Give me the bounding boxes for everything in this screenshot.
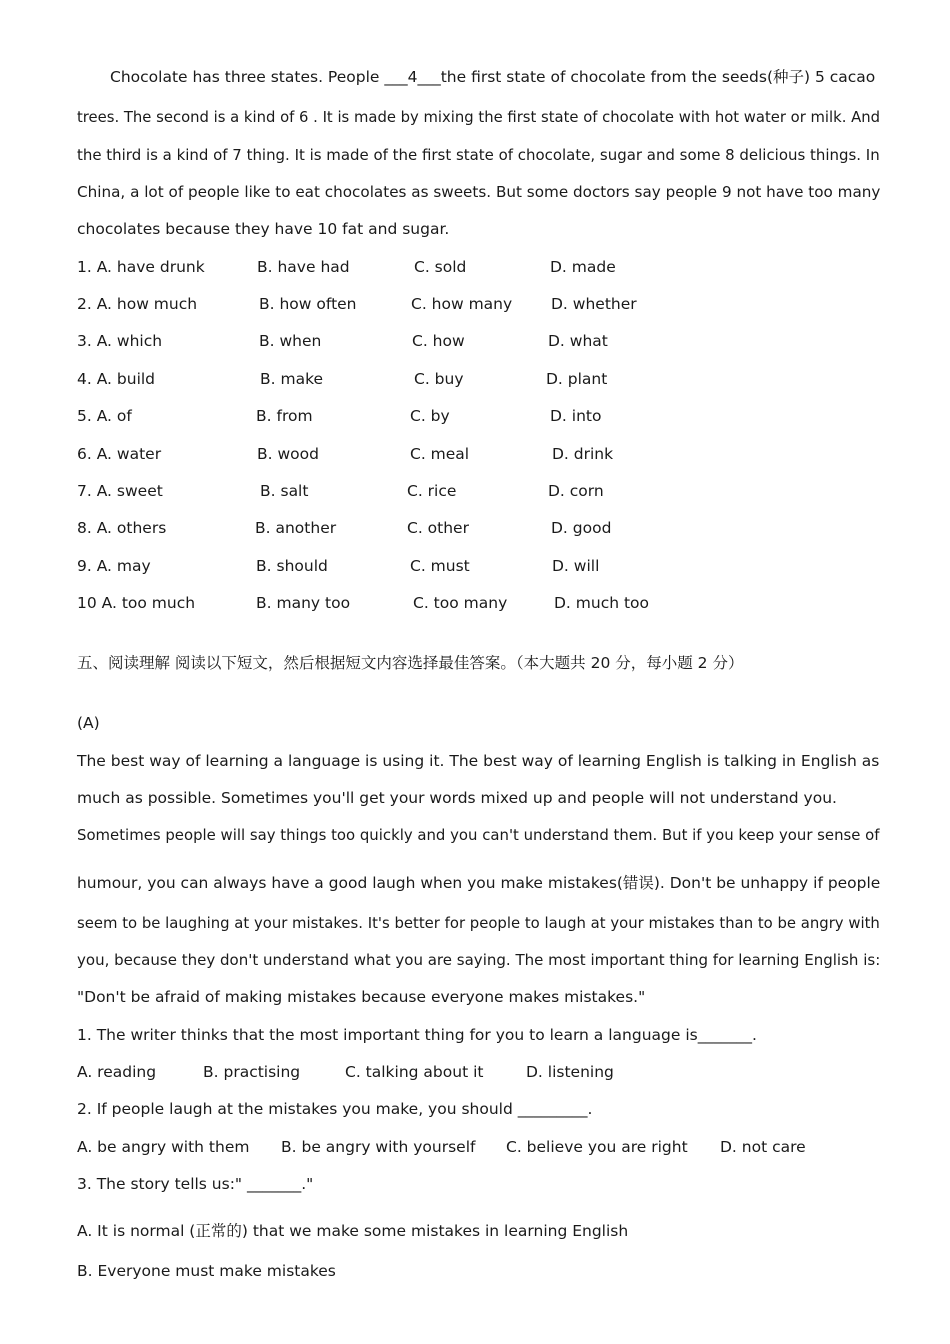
cloze-option: C. how many (411, 295, 513, 313)
passage-label: (A) (77, 714, 100, 732)
cloze-option: D. corn (548, 482, 604, 500)
cloze-option: C. must (410, 557, 470, 575)
answer-option: B. Everyone must make mistakes (77, 1262, 336, 1280)
cloze-passage-line: chocolates because they have 10 fat and sugar. (77, 220, 450, 238)
answer-option: D. listening (526, 1063, 614, 1081)
cloze-option: 5. A. of (77, 407, 132, 425)
cloze-option: D. into (550, 407, 602, 425)
cloze-option: 9. A. may (77, 557, 151, 575)
cloze-option: D. made (550, 258, 616, 276)
question-stem: 1. The writer thinks that the most important thing for you to learn a language is_______. (77, 1026, 757, 1044)
passage-line: you, because they don't understand what you are saying. The most important thing for learning English is: (77, 951, 881, 969)
cloze-option: C. meal (410, 445, 470, 463)
cloze-option: C. other (407, 519, 469, 537)
cloze-passage-line: the third is a kind of 7 thing. It is made of the first state of chocolate, sugar and some 8 delicious things. In (77, 146, 880, 164)
cloze-option: B. many too (256, 594, 351, 612)
cloze-passage-line: Chocolate has three states. People ___4___the first state of chocolate from the seeds(种子) 5 cacao (110, 68, 876, 86)
cloze-option: 8. A. others (77, 519, 167, 537)
cloze-option: 10 A. too much (77, 594, 196, 612)
cloze-option: D. whether (551, 295, 637, 313)
cloze-passage-line: trees. The second is a kind of 6 . It is made by mixing the first state of chocolate with hot water or milk. And (77, 108, 881, 126)
cloze-option: B. when (259, 332, 322, 350)
cloze-option: C. too many (413, 594, 508, 612)
cloze-option: D. what (548, 332, 608, 350)
cloze-option: B. from (256, 407, 313, 425)
cloze-option: 7. A. sweet (77, 482, 163, 500)
passage-line: "Don't be afraid of making mistakes because everyone makes mistakes." (77, 988, 646, 1006)
cloze-option: C. sold (414, 258, 467, 276)
question-stem: 3. The story tells us:" _______." (77, 1175, 314, 1193)
cloze-option: D. drink (552, 445, 614, 463)
answer-option: C. talking about it (345, 1063, 484, 1081)
answer-option: B. practising (203, 1063, 301, 1081)
cloze-option: B. make (260, 370, 324, 388)
cloze-option: B. have had (257, 258, 350, 276)
answer-option: A. It is normal (正常的) that we make some mistakes in learning English (77, 1222, 629, 1240)
cloze-option: 4. A. build (77, 370, 156, 388)
section-heading: 五、阅读理解 阅读以下短文，然后根据短文内容选择最佳答案。（本大题共 20 分，每小题 2 分） (77, 654, 744, 672)
passage-line: The best way of learning a language is using it. The best way of learning English is talking in English as (77, 752, 880, 770)
question-stem: 2. If people laugh at the mistakes you make, you should _________. (77, 1100, 593, 1118)
cloze-option: D. much too (554, 594, 650, 612)
answer-option: C. believe you are right (506, 1138, 688, 1156)
cloze-option: D. good (551, 519, 612, 537)
passage-line: Sometimes people will say things too quickly and you can't understand them. But if you keep your sense of (77, 826, 880, 844)
cloze-option: C. by (410, 407, 450, 425)
passage-line: humour, you can always have a good laugh when you make mistakes(错误). Don't be unhappy if people (77, 874, 881, 892)
answer-option: A. be angry with them (77, 1138, 250, 1156)
cloze-option: C. buy (414, 370, 464, 388)
answer-option: A. reading (77, 1063, 157, 1081)
answer-option: B. be angry with yourself (281, 1138, 476, 1156)
cloze-option: 3. A. which (77, 332, 163, 350)
answer-option: D. not care (720, 1138, 806, 1156)
cloze-passage-line: China, a lot of people like to eat chocolates as sweets. But some doctors say people 9 not have too many (77, 183, 881, 201)
cloze-option: B. how often (259, 295, 357, 313)
cloze-option: B. another (255, 519, 337, 537)
cloze-option: 2. A. how much (77, 295, 198, 313)
cloze-option: D. will (552, 557, 600, 575)
cloze-option: D. plant (546, 370, 608, 388)
cloze-option: 1. A. have drunk (77, 258, 205, 276)
cloze-option: C. how (412, 332, 465, 350)
cloze-option: B. should (256, 557, 328, 575)
passage-line: much as possible. Sometimes you'll get your words mixed up and people will not understand you. (77, 789, 837, 807)
cloze-option: 6. A. water (77, 445, 162, 463)
cloze-option: B. salt (260, 482, 309, 500)
passage-line: seem to be laughing at your mistakes. It's better for people to laugh at your mistakes than to be angry with (77, 914, 880, 932)
cloze-option: C. rice (407, 482, 457, 500)
cloze-option: B. wood (257, 445, 319, 463)
